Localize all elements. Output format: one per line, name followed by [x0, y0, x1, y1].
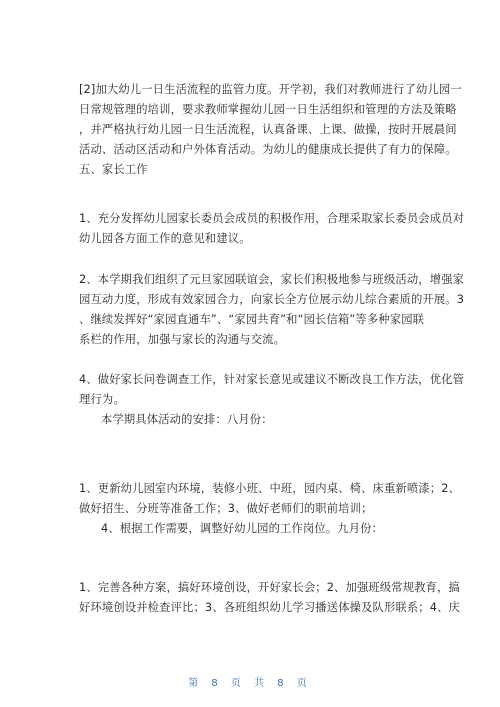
paragraph-august-plan — [79, 479, 460, 539]
text-line: 1、完善各种方案，搞好环境创设，开好家长会；2、加强班级常规教育，搞 — [79, 581, 460, 594]
text-line: 、继续发挥好“家园直通车”、“家园共育”和“园长信箱”等多种家园联 — [79, 313, 425, 326]
paragraph-supervision — [79, 80, 462, 180]
text-line: 日常规管理的培训，要求教师掌握幼儿园一日生活组织和管理的方法及策略 — [79, 103, 457, 116]
schedule-heading-september: 4、根据工作需要，调整好幼儿园的工作岗位。九月份： — [101, 522, 384, 535]
text-line: ，并严格执行幼儿园一日生活流程，认真备课、上课、做操，按时开展晨间 — [79, 123, 457, 136]
text-line: 系栏的作用，加强与家长的沟通与交流。 — [79, 333, 286, 346]
text-line: 幼儿园各方面工作的意见和建议。 — [79, 232, 251, 245]
text-line: [2]加大幼儿一日生活流程的监管力度。开学初，我们对教师进行了幼儿园一 — [79, 83, 462, 96]
paragraph-questionnaire — [79, 370, 465, 430]
text-line: 园互动力度，形成有效家园合力，向家长全方位展示幼儿综合素质的开展。3 — [79, 293, 465, 306]
paragraph-september-plan — [79, 578, 460, 618]
schedule-heading-august: 本学期具体活动的安排：八月份： — [101, 413, 273, 426]
text-line: 1、充分发挥幼儿园家长委员会成员的积极作用，合理采取家长委员会成员对 — [79, 212, 465, 225]
text-line: 活动、活动区活动和户外体育活动。为幼儿的健康成长提供了有力的保障。 — [79, 143, 457, 156]
page-number: 第 8 页 共 8 页 — [188, 678, 312, 689]
text-line: 4、做好家长问卷调查工作，针对家长意见或建议不断改良工作方法，优化管 — [79, 373, 465, 386]
text-line: 2、本学期我们组织了元旦家园联谊会，家长们积极地参与班级活动，增强家 — [79, 273, 465, 286]
section-heading: 五、家长工作 — [79, 163, 148, 176]
paragraph-parent-committee — [79, 209, 465, 249]
paragraph-home-school — [79, 270, 465, 350]
text-line: 做好招生、分班等准备工作；3、做好老师们的职前培训； — [79, 502, 373, 515]
text-line: 理行为。 — [79, 393, 125, 406]
text-line: 1、更新幼儿园室内环境，装修小班、中班，园内桌、椅、床重新喷漆；2、 — [79, 482, 460, 495]
text-line: 好环境创设并检查评比；3、各班组织幼儿学习播送体操及队形联系；4、庆 — [79, 601, 460, 614]
